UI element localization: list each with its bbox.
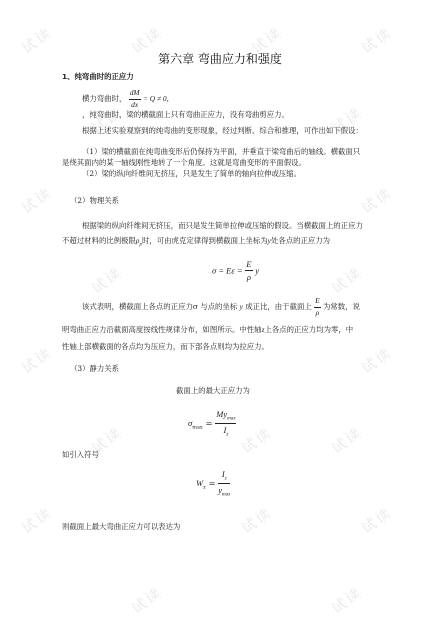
shear-bending-text: 横力弯曲时，	[82, 94, 127, 104]
eq3-den-sub: z	[226, 432, 229, 438]
physics-text-3: 处各点的正应力为	[270, 236, 331, 245]
eq1-numerator: dM	[129, 88, 141, 100]
eq3-numerator: My	[216, 409, 228, 419]
eq3-sigma: σ	[188, 417, 193, 428]
explanation-text-3: 为常数，说	[322, 302, 360, 312]
page-title: 第六章 弯曲应力和强度	[158, 52, 282, 66]
eq3-denominator: I	[223, 424, 227, 435]
eq3-fraction	[215, 408, 236, 439]
eq4-numerator: I	[221, 469, 225, 479]
max-stress-label: 截面上的最大正应力为	[176, 386, 250, 395]
equation-dm-dx	[129, 88, 141, 110]
explanation-fraction	[314, 296, 321, 318]
eq2-lhs: σ = Eε =	[212, 265, 243, 276]
basis-line: 根据上述实验观察到的纯弯曲的变形现象，经过判断、综合和推理，可作出如下假设：	[82, 126, 363, 135]
watermark: 试读	[89, 264, 127, 298]
pure-bending-line: ，纯弯曲时，梁的横截面上只有弯曲正应力，没有弯曲剪应力。	[82, 110, 289, 119]
hypothesis-1-line-b: 是绕其面内的某一轴线刚性地转了一个角度。这就是弯曲变形的平面假设。	[62, 158, 306, 167]
watermark: 试读	[19, 504, 57, 538]
hypothesis-1-line-a: （1）梁的横截面在纯弯曲变形后仍保持为平面，并垂直于梁弯曲后的轴线。横截面只	[82, 147, 361, 156]
watermark: 试读	[129, 584, 167, 618]
eq4-equals: =	[208, 478, 216, 489]
watermark: 试读	[239, 424, 277, 458]
watermark: 试读	[329, 104, 367, 138]
eq4-w: W	[196, 477, 204, 488]
watermark: 试读	[359, 344, 397, 378]
physics-text-1: 不超过材料的比例极限	[62, 236, 136, 245]
explanation-text-2: 成正比，由于截面上	[245, 302, 312, 312]
eq2-denominator: ρ	[246, 272, 251, 283]
eq1-denominator: dx	[131, 99, 139, 109]
explanation-line-b	[62, 325, 353, 336]
eq3-sigma-sub: max	[192, 424, 203, 431]
eq3-equals: =	[205, 418, 213, 429]
rho-symbol: ρ	[135, 236, 140, 245]
section-heading-pure-bending: 1、纯弯曲时的正应力	[62, 72, 134, 81]
explanation-line-c: 性轴上部横截面的各点均为压应力，而下部各点则均为拉应力。	[62, 342, 269, 351]
equation-max-stress	[188, 408, 236, 439]
final-line: 则截面上最大弯曲正应力可以表达为	[62, 522, 181, 531]
physics-line-b	[62, 236, 330, 249]
eq3-num-sub: max	[227, 416, 236, 422]
shear-bending-line	[82, 88, 174, 110]
explanation-y: y	[239, 302, 243, 312]
equation-hooke	[212, 258, 259, 284]
eq2-tail: y	[255, 265, 259, 276]
rho-subscript: p	[139, 242, 142, 248]
eq4-fraction	[218, 468, 230, 499]
equation-section-modulus	[196, 468, 230, 499]
y-symbol: y	[267, 236, 271, 245]
physics-line-a: 根据梁的纵向纤维间无挤压，而只是发生简单拉伸或压缩的假设。当横截面上的正应力	[82, 221, 363, 230]
explanation-z: z	[261, 325, 265, 334]
physics-heading: （2）物理关系	[70, 196, 120, 205]
intro-symbol-line: 如引入符号	[62, 450, 99, 459]
watermark: 试读	[359, 24, 397, 58]
eq2-numerator: E	[245, 258, 252, 271]
explanation-frac-num: E	[314, 296, 321, 308]
watermark: 试读	[329, 424, 367, 458]
eq4-num-sub: z	[224, 476, 227, 482]
hypothesis-2-line: （2）梁的纵向纤维间无挤压，只是发生了简单的轴向拉伸或压缩。	[82, 169, 302, 178]
eq4-w-sub: z	[203, 484, 206, 491]
eq1-rest: = Q ≠ 0，	[142, 94, 174, 104]
watermark: 试读	[129, 24, 167, 58]
watermark: 试读	[89, 424, 127, 458]
explanation-b-text-1: 明弯曲正应力沿截面高度按线性规律分布，如图所示。中性轴	[62, 325, 262, 334]
explanation-frac-den: ρ	[315, 307, 320, 317]
watermark: 试读	[89, 104, 127, 138]
watermark: 试读	[359, 184, 397, 218]
watermark: 试读	[249, 24, 287, 58]
eq4-den-sub: max	[222, 492, 231, 498]
watermark: 试读	[19, 24, 57, 58]
explanation-line-a	[82, 296, 360, 318]
watermark: 试读	[329, 264, 367, 298]
eq2-fraction	[245, 258, 252, 284]
physics-text-2: 时，可由虎克定律得到横截面上坐标为	[141, 236, 268, 245]
explanation-b-text-2: 上各点的正应力均为零，中	[264, 325, 354, 334]
watermark: 试读	[359, 504, 397, 538]
watermark: 试读	[239, 504, 277, 538]
explanation-text-1: 该式表明，横截面上各点的正应力σ 与点的坐标	[82, 302, 238, 312]
eq4-denominator: y	[218, 484, 223, 495]
watermark: 试读	[19, 344, 57, 378]
watermark: 试读	[329, 584, 367, 618]
statics-heading: （3）静力关系	[70, 364, 120, 373]
watermark: 试读	[19, 184, 57, 218]
